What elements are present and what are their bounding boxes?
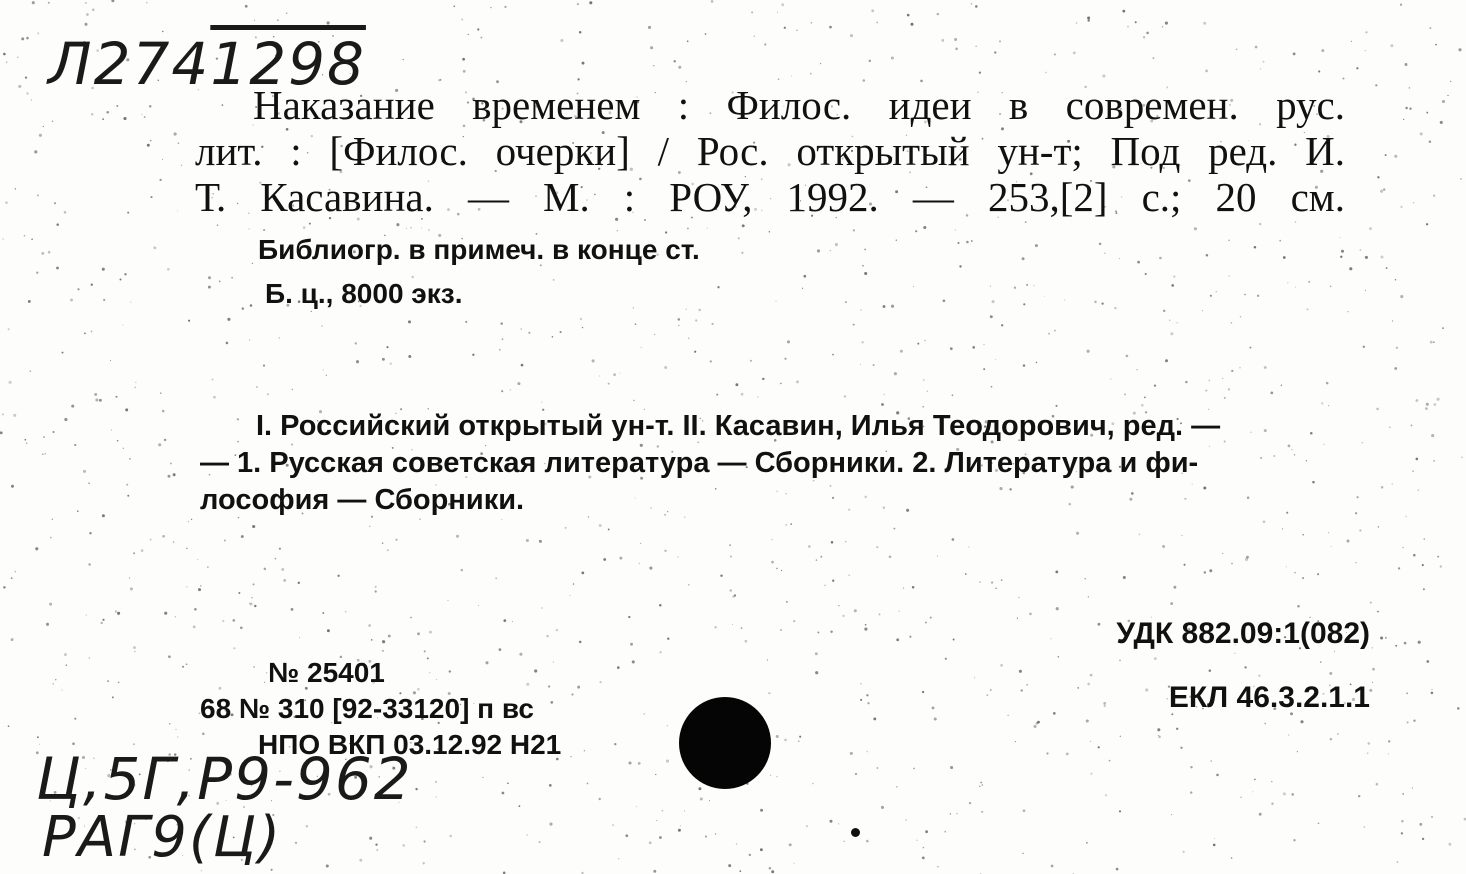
- udk-code: УДК 882.09:1(082): [1116, 617, 1370, 650]
- entry-line-1: Наказание временем : Филос. идеи в современ. рус.: [253, 82, 1345, 128]
- tracing-line-1: I. Российский открытый ун-т. II. Касавин, Илья Теодорович, ред. —: [256, 410, 1221, 442]
- order-line: 68 № 310 [92-33120] п вс: [200, 693, 534, 724]
- handwritten-classification: Ц,5Г,Р9-962: [36, 745, 413, 813]
- handwritten-index: РАГ9(Ц): [42, 805, 283, 870]
- entry-line-3: Т. Касавина. — М. : РОУ, 1992. — 253,[2] с.; 20 см.: [195, 174, 1345, 220]
- tracing-line-3: лософия — Сборники.: [200, 484, 525, 516]
- card-punch-hole: [679, 697, 771, 789]
- tracings-block: [200, 408, 1370, 519]
- notes-block: [258, 228, 700, 316]
- handwritten-shelfmark-number: 1298: [210, 30, 366, 98]
- card-number: № 25401: [268, 657, 385, 688]
- bibliography-note: Библиогр. в примеч. в конце ст.: [258, 234, 700, 265]
- handwritten-shelfmark-prefix: Л274: [48, 30, 211, 98]
- price-copies-note: Б. ц., 8000 экз.: [265, 278, 463, 309]
- classification-block: [1116, 617, 1370, 715]
- tracing-line-2: — 1. Русская советская литература — Сборники. 2. Литература и фи-: [200, 447, 1199, 479]
- ink-dot: [851, 828, 860, 837]
- entry-line-2: лит. : [Филос. очерки] / Рос. открытый ун-т; Под ред. И.: [195, 128, 1345, 174]
- printer-line: НПО ВКП 03.12.92 Н21: [258, 729, 562, 760]
- bibliographic-entry: [195, 82, 1345, 220]
- ekl-code: ЕКЛ 46.3.2.1.1: [1168, 681, 1370, 714]
